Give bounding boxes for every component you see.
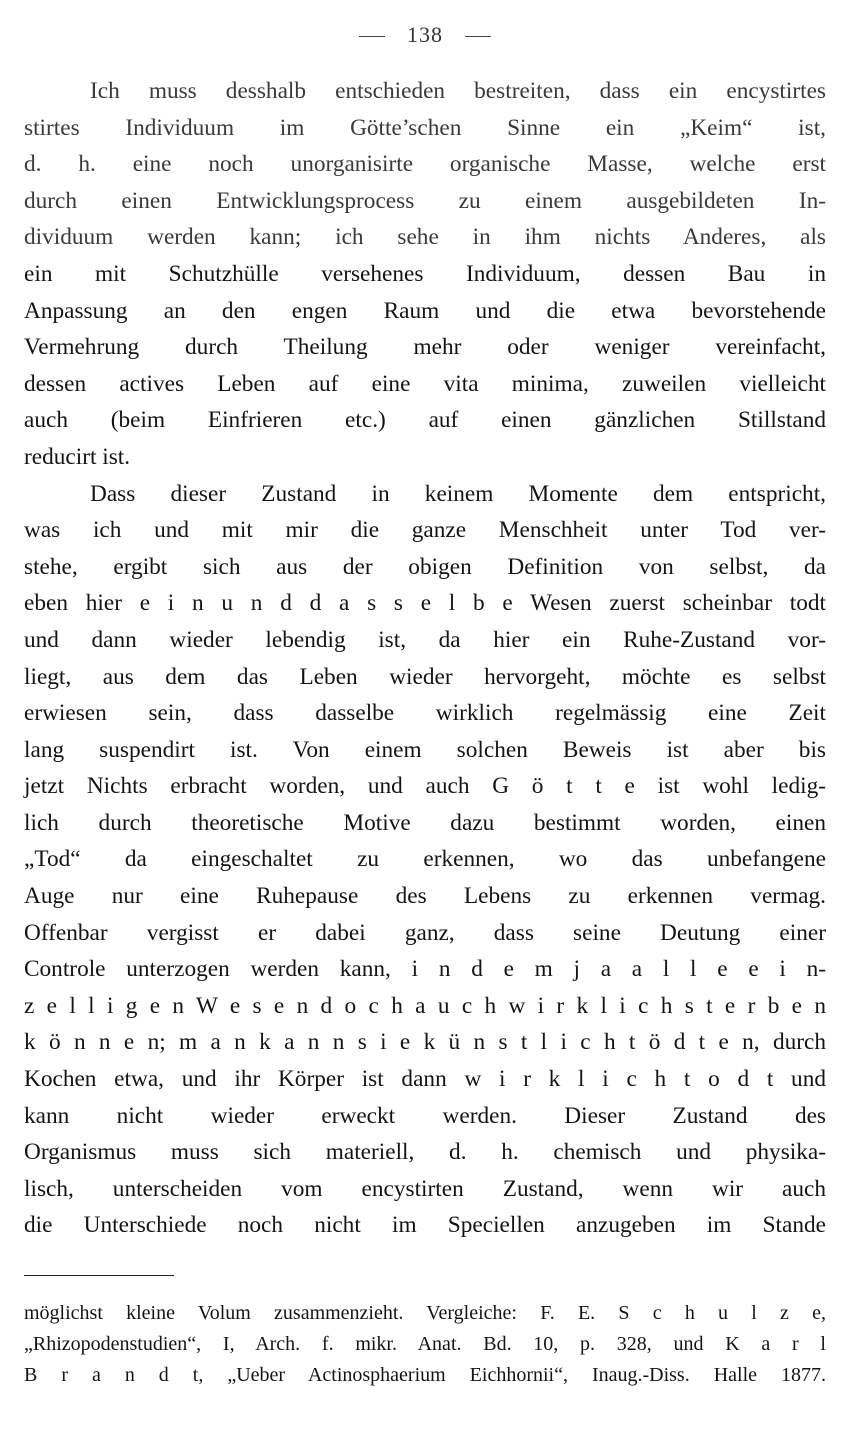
text-line: lang suspendirt ist. Von einem solchen Beweis ist aber bis (24, 736, 826, 763)
text-line: Dass dieser Zustand in keinem Momente dem entspricht, (90, 480, 826, 507)
text-line: lisch, unterscheiden vom encystirten Zustand, wenn wir auch (24, 1175, 826, 1202)
page-number-dash-left (359, 36, 385, 37)
page-number-text: 138 (407, 22, 443, 47)
footnote-line: möglichst kleine Volum zusammenzieht. Vergleiche: F. E. S c h u l z e, (24, 1302, 826, 1324)
text-line: Controle unterzogen werden kann, i n d e m j a a l l e e i n- (24, 956, 826, 983)
text-line: und dann wieder lebendig ist, da hier ein Ruhe-Zustand vor- (24, 626, 826, 653)
paragraph-1 (24, 73, 826, 476)
text-line: dividuum werden kann; ich sehe in ihm nichts Anderes, als (24, 224, 826, 251)
text-line: stehe, ergibt sich aus der obigen Definition von selbst, da (24, 553, 826, 580)
text-line: kann nicht wieder erweckt werden. Dieser Zustand des (24, 1102, 826, 1129)
text-line: „Tod“ da eingeschaltet zu erkennen, wo das unbefangene (24, 846, 826, 873)
text-line: Anpassung an den engen Raum und die etwa bevorstehende (24, 297, 826, 324)
text-line: d. h. eine noch unorganisirte organische Masse, welche erst (24, 151, 826, 178)
text-line: eben hier e i n u n d d a s s e l b e Wesen zuerst scheinbar todt (24, 590, 826, 617)
text-line: die Unterschiede noch nicht im Speciellen anzugeben im Stande (24, 1212, 826, 1239)
main-text (24, 73, 826, 1244)
text-line: Organismus muss sich materiell, d. h. chemisch und physika- (24, 1139, 826, 1166)
footnote (24, 1298, 826, 1391)
text-line: k ö n n e n; m a n k a n n s i e k ü n s t l i c h t ö d t e n, durch (24, 1029, 826, 1056)
footnote-rule (24, 1275, 174, 1276)
text-line: durch einen Entwicklungsprocess zu einem ausgebildeten In- (24, 187, 826, 214)
text-line: Ich muss desshalb entschieden bestreiten, dass ein encystirtes (90, 78, 826, 104)
text-line: dessen actives Leben auf eine vita minima, zuweilen vielleicht (24, 370, 826, 397)
text-line: Kochen etwa, und ihr Körper ist dann w i r k l i c h t o d t und (24, 1066, 826, 1093)
footnote-line: B r a n d t, „Ueber Actinosphaerium Eichhornii“, Inaug.-Diss. Halle 1877. (24, 1364, 826, 1386)
text-line: ein mit Schutzhülle versehenes Individuum, dessen Bau in (24, 260, 826, 287)
paragraph-2 (24, 476, 826, 1244)
text-line: reducirt ist. (24, 443, 131, 470)
text-line: z e l l i g e n W e s e n d o c h a u c h w i r k l i c h s t e r b e n (24, 992, 826, 1019)
text-line: lich durch theoretische Motive dazu bestimmt worden, einen (24, 809, 826, 836)
footnote-line: „Rhizopodenstudien“, I, Arch. f. mikr. Anat. Bd. 10, p. 328, und K a r l (24, 1333, 826, 1355)
text-line: stirtes Individuum im Götte’schen Sinne ein „Keim“ ist, (24, 114, 826, 141)
text-line: auch (beim Einfrieren etc.) auf einen gänzlichen Stillstand (24, 407, 826, 434)
page-number-dash-right (465, 36, 491, 37)
text-line: liegt, aus dem das Leben wieder hervorgeht, möchte es selbst (24, 663, 826, 690)
text-line: Offenbar vergisst er dabei ganz, dass seine Deutung einer (24, 919, 826, 946)
page-number (0, 22, 850, 48)
text-line: jetzt Nichts erbracht worden, und auch G ö t t e ist wohl ledig- (24, 773, 826, 800)
text-line: Vermehrung durch Theilung mehr oder weniger vereinfacht, (24, 334, 826, 361)
text-line: erwiesen sein, dass dasselbe wirklich regelmässig eine Zeit (24, 700, 826, 727)
text-line: was ich und mit mir die ganze Menschheit unter Tod ver- (24, 517, 826, 544)
text-line: Auge nur eine Ruhepause des Lebens zu erkennen vermag. (24, 883, 826, 910)
